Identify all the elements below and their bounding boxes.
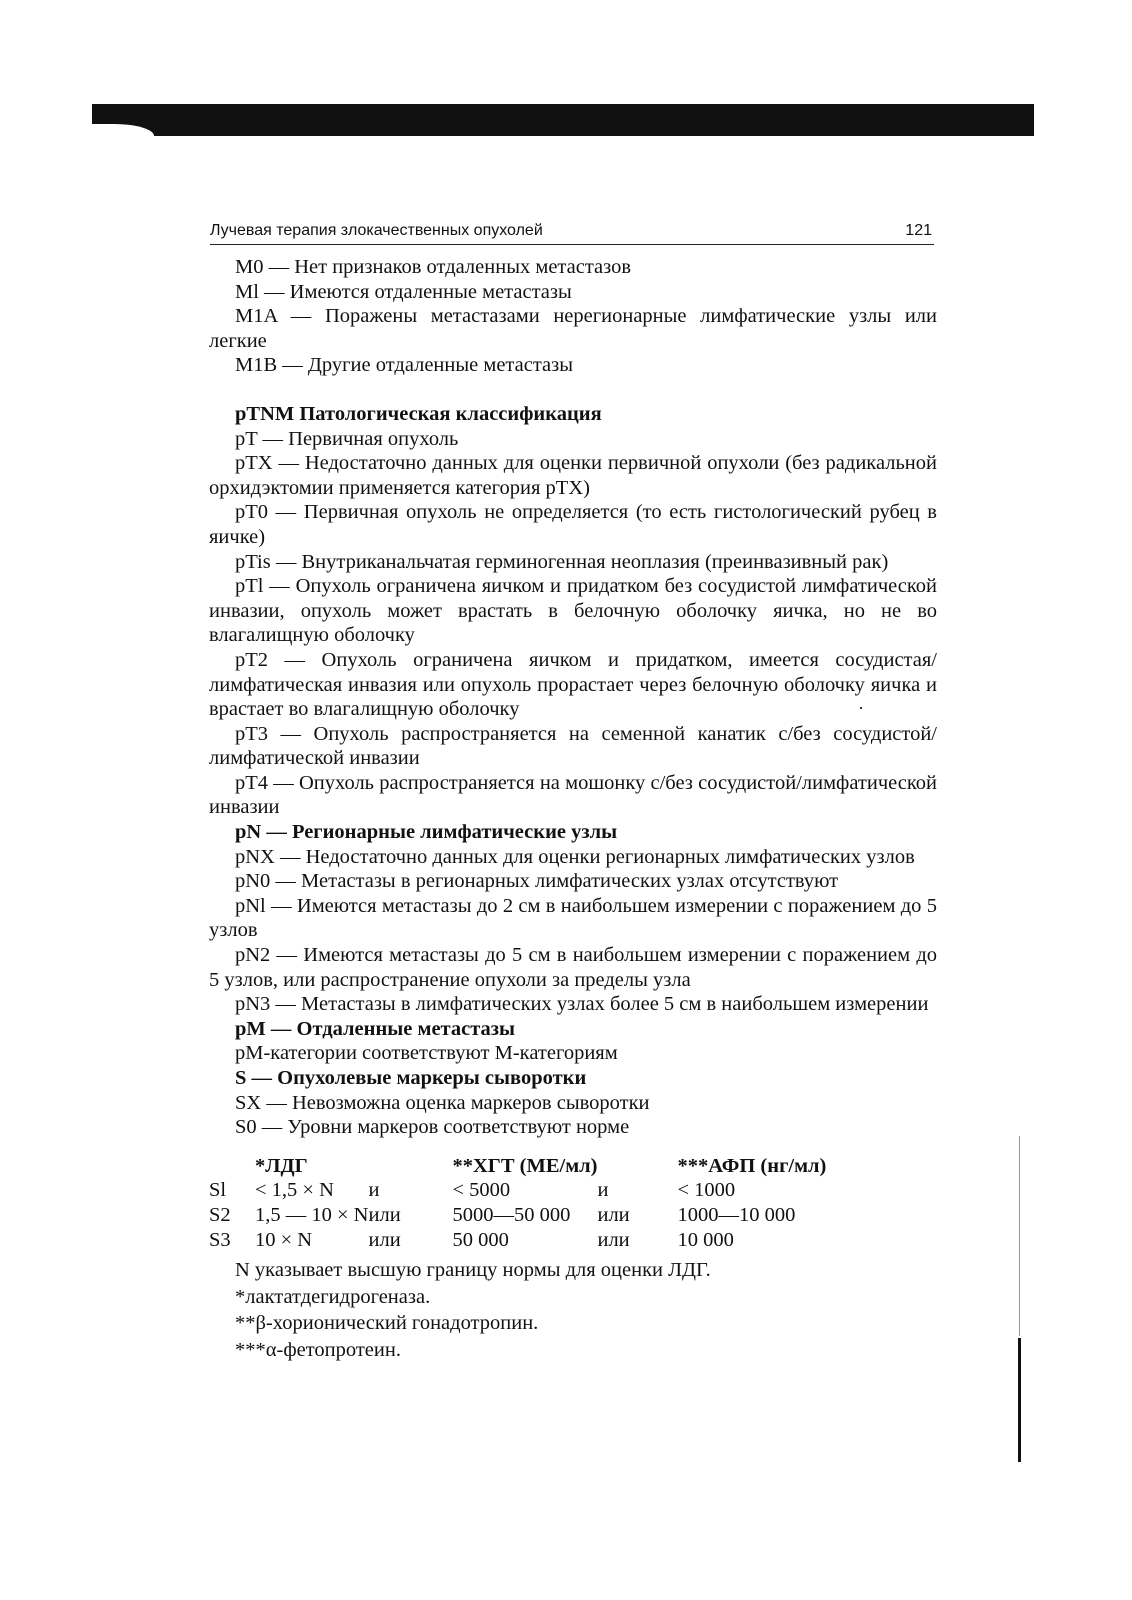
scan-edge-line-dark bbox=[1018, 1338, 1021, 1462]
table-cell: 10 × N bbox=[255, 1228, 313, 1251]
serum-markers-table bbox=[209, 1154, 826, 1252]
table-cell: S2 bbox=[209, 1203, 231, 1226]
footnote-ldh: *лактатдегидрогеназа. bbox=[235, 1285, 431, 1308]
section-heading: S — Опухолевые маркеры сыворотки bbox=[235, 1067, 587, 1089]
paragraph: Ml — Имеются отдаленные метастазы bbox=[235, 280, 572, 303]
paragraph: pN2 — Имеются метастазы до 5 см в наибольшем измерении с поражением до 5 узлов, или распространение опухоли за пределы узла bbox=[209, 944, 937, 991]
paragraph: M1B — Другие отдаленные метастазы bbox=[235, 354, 574, 377]
text-blocks bbox=[209, 255, 937, 1140]
paragraph: pT2 — Опухоль ограничена яичком и придатком, имеется сосудистая/лимфатическая инвазия или опухоль прорастает через белочную оболочку яичка и врастает во влагалищную оболочку bbox=[209, 648, 937, 721]
paragraph: pT4 — Опухоль распространяется на мошонку с/без сосудистой/лимфатической инвазии bbox=[209, 771, 937, 819]
page-number: 121 bbox=[905, 222, 932, 239]
table-header-cell: ***АФП (нг/мл) bbox=[677, 1154, 827, 1177]
paragraph: pM-категории соответствуют M-категориям bbox=[235, 1042, 618, 1065]
table-cell: 1000—10 000 bbox=[677, 1203, 796, 1226]
paragraph: pTX — Недостаточно данных для оценки первичной опухоли (без радикальной орхидэктомии применяется категория pTX) bbox=[209, 452, 937, 499]
paragraph: M0 — Нет признаков отдаленных метастазов bbox=[235, 256, 632, 278]
scan-edge-line bbox=[1019, 1136, 1020, 1336]
table-cell: 50 000 bbox=[452, 1228, 509, 1251]
footnote-n-definition: N указывает высшую границу нормы для оценки ЛДГ. bbox=[235, 1259, 711, 1282]
paragraph: pT3 — Опухоль распространяется на семенной канатик с/без сосудистой/лимфатической инвазии bbox=[209, 722, 937, 770]
paragraph: pNX — Недостаточно данных для оценки регионарных лимфатических узлов bbox=[235, 845, 915, 868]
paragraph: S0 — Уровни маркеров соответствуют норме bbox=[235, 1116, 630, 1139]
table-cell: 1,5 — 10 × N bbox=[255, 1203, 369, 1226]
running-head bbox=[210, 220, 934, 245]
table-row bbox=[209, 1178, 826, 1203]
table-cell: или bbox=[597, 1228, 630, 1251]
section-heading: pM — Отдаленные метастазы bbox=[235, 1017, 516, 1040]
page-body bbox=[209, 255, 937, 1363]
table-cell: и bbox=[597, 1179, 609, 1202]
page-header-bar bbox=[92, 104, 1034, 136]
paragraph: pTis — Внутриканальчатая герминогенная неоплазия (преинвазивный рак) bbox=[235, 550, 889, 573]
table-cell: Sl bbox=[209, 1179, 227, 1202]
paragraph: pT — Первичная опухоль bbox=[235, 427, 459, 450]
paragraph: pT0 — Первичная опухоль не определяется (то есть гистологический рубец в яичке) bbox=[209, 501, 937, 548]
table-cell: 10 000 bbox=[677, 1228, 734, 1251]
paragraph: pN0 — Метастазы в регионарных лимфатических узлах отсутствуют bbox=[235, 870, 839, 893]
table-cell: < 5000 bbox=[452, 1179, 511, 1202]
table-cell: или bbox=[368, 1228, 401, 1251]
table-cell: < 1000 bbox=[677, 1179, 736, 1202]
section-heading: pN — Регионарные лимфатические узлы bbox=[235, 821, 618, 844]
table-cell: или bbox=[597, 1203, 630, 1226]
section-heading: pTNM Патологическая классификация bbox=[235, 402, 602, 425]
footnote-afp: ***α-фетопротеин. bbox=[235, 1338, 401, 1361]
paragraph: pN3 — Метастазы в лимфатических узлах более 5 см в наибольшем измерении bbox=[235, 993, 929, 1016]
paragraph: pTl — Опухоль ограничена яичком и придатком без сосудистой лимфатической инвазии, опухоль может врастать в белочную оболочку яичка, но не во влагалищную оболочку bbox=[209, 575, 937, 647]
section-gap bbox=[209, 378, 937, 402]
table-header-cell bbox=[209, 1154, 255, 1179]
table-header-cell bbox=[369, 1154, 453, 1179]
table-row bbox=[209, 1203, 826, 1228]
table-header-cell: **ХГТ (МЕ/мл) bbox=[452, 1154, 598, 1177]
table-cell: S3 bbox=[209, 1228, 231, 1251]
running-head-title: Лучевая терапия злокачественных опухолей bbox=[210, 222, 543, 239]
footnote-hcg: **β-хорионический гонадотропин. bbox=[235, 1312, 539, 1335]
table-cell: < 1,5 × N bbox=[255, 1179, 334, 1202]
table-cell: и bbox=[368, 1179, 380, 1202]
table-header-cell bbox=[597, 1154, 677, 1179]
table-header-row bbox=[209, 1154, 826, 1179]
scan-speck bbox=[860, 707, 862, 709]
paragraph: SX — Невозможна оценка маркеров сыворотки bbox=[235, 1091, 650, 1114]
table-header-cell: *ЛДГ bbox=[255, 1154, 308, 1177]
table-cell: 5000—50 000 bbox=[452, 1203, 571, 1226]
header-bar-notch bbox=[92, 124, 154, 136]
paragraph: M1A — Поражены метастазами нерегионарные лимфатические узлы или легкие bbox=[209, 305, 937, 352]
table-cell: или bbox=[368, 1203, 401, 1226]
paragraph: pNl — Имеются метастазы до 2 см в наибольшем измерении с поражением до 5 узлов bbox=[209, 894, 937, 942]
footnotes bbox=[209, 1258, 937, 1362]
table-row bbox=[209, 1228, 826, 1253]
